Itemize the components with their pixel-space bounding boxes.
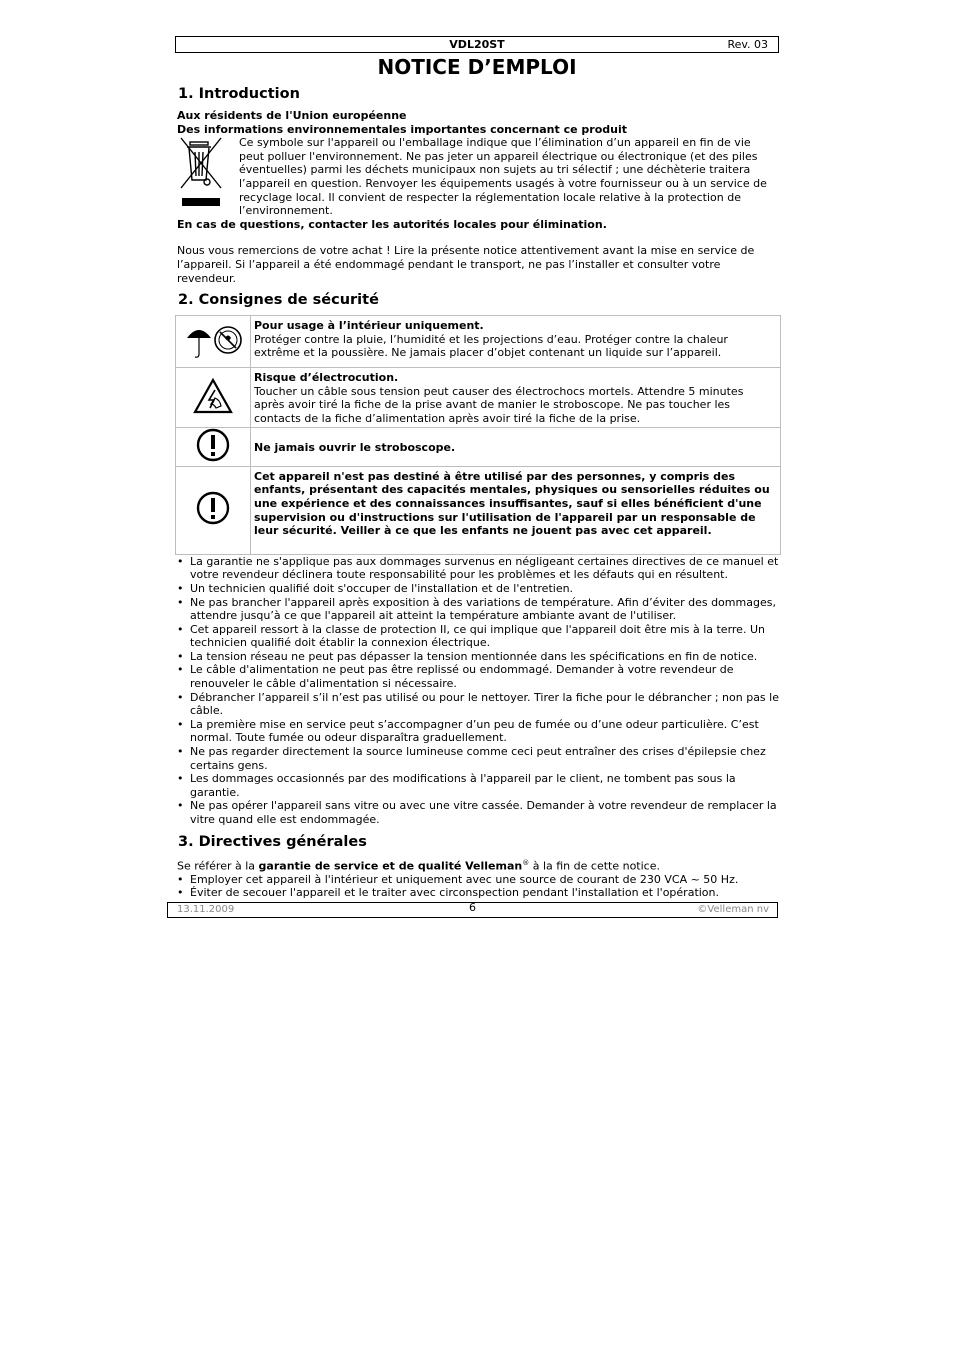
- list-item: • Débrancher l’appareil s’il n’est pas utilisé ou pour le nettoyer. Tirer la fiche pour le débrancher ; non pas le câble.: [190, 691, 779, 718]
- safety-text-cell: [251, 316, 781, 368]
- revision: Rev. 03: [727, 38, 768, 51]
- safety-text-cell: [251, 368, 781, 428]
- list-item: • Cet appareil ressort à la classe de protection II, ce qui implique que l'appareil doit être mis à la terre. Un technicien qualifié doit établir la connexion électrique.: [190, 623, 779, 650]
- weee-text: Ce symbole sur l'appareil ou l'emballage indique que l’élimination d’un appareil en fin de vie peut polluer l'environnement. Ne pas jeter un appareil électrique ou électronique (et des piles éventuelles) parmi les déchets municipaux non sujets au tri sélectif ; une déchèterie traitera l’appareil en question. Renvoyer les équipements usagés à votre fournisseur ou à un service de recyclage local. Il convient de respecter la réglementation locale relative à la protection de l’environnement.: [239, 136, 767, 218]
- exclamation-circle-icon: [176, 428, 251, 467]
- safety-title: Ne jamais ouvrir le stroboscope.: [254, 441, 456, 455]
- exclamation-circle-icon: [176, 466, 251, 554]
- list-item: • Le câble d'alimentation ne peut pas être replissé ou endommagé. Demander à votre revendeur de renouveler le câble d'alimentation si nécessaire.: [190, 663, 779, 690]
- list-item: • Un technicien qualifié doit s'occuper de l'installation et de l'entretien.: [190, 582, 779, 596]
- list-item: • La première mise en service peut s’accompagner d’un peu de fumée ou d’une odeur particulière. C’est normal. Toute fumée ou odeur disparaîtra graduellement.: [190, 718, 779, 745]
- page-footer: [167, 902, 778, 918]
- page-number: 6: [469, 901, 476, 914]
- general-bullet-list: [175, 873, 779, 900]
- document-title: NOTICE D’EMPLOI: [377, 55, 577, 79]
- contact-note: En cas de questions, contacter les autorités locales pour élimination.: [177, 217, 607, 231]
- safety-row: [176, 428, 781, 467]
- footer-date: 13.11.2009: [177, 904, 235, 915]
- list-item: • Ne pas opérer l'appareil sans vitre ou avec une vitre cassée. Demander à votre revendeur de remplacer la vitre quand elle est endommagée.: [190, 799, 779, 826]
- ref-bold: garantie de service et de qualité Velleman: [258, 859, 523, 873]
- page: [175, 36, 779, 900]
- ref-suffix: à la fin de cette notice.: [529, 859, 660, 873]
- warranty-reference: [177, 857, 779, 873]
- safety-text: Toucher un câble sous tension peut causer des électrochocs mortels. Attendre 5 minutes après avoir tiré la fiche de la prise avant de manier le stroboscope. Ne pas toucher les contacts de la fiche d’alimentation après avoir tiré la fiche de la prise.: [254, 384, 744, 425]
- safety-row: [176, 466, 781, 554]
- safety-title: Cet appareil n'est pas destiné à être utilisé par des personnes, y compris des enfants, présentant des capacités mentales, physiques ou sensorielles réduites ou une expérience et des connaissances insuffisantes, sauf si elles bénéficient d'une supervision ou d'instructions sur l'utilisation de l'appareil par un responsable de leur sécurité. Veiller à ce que les enfants ne jouent pas avec cet appareil.: [254, 469, 770, 538]
- section-heading-introduction: 1. Introduction: [178, 86, 300, 102]
- footer-copyright: ©Velleman nv: [697, 904, 769, 915]
- umbrella-no-water-icon: [176, 316, 251, 368]
- safety-text: Protéger contre la pluie, l’humidité et les projections d’eau. Protéger contre la chaleur extrême et la poussière. Ne jamais placer d’objet contenant un liquide sur l’appareil.: [254, 332, 728, 360]
- safety-table: [175, 315, 781, 555]
- model-number: VDL20ST: [449, 38, 505, 51]
- section-heading-general: 3. Directives générales: [178, 833, 367, 850]
- env-info-label: Des informations environnementales importantes concernant ce produit: [177, 122, 627, 136]
- list-item: • Ne pas brancher l'appareil après exposition à des variations de température. Afin d’éviter des dommages, attendre jusqu’à ce que l'appareil ait atteint la température ambiante avant de l'utiliser.: [190, 596, 779, 623]
- page-header: [175, 36, 779, 53]
- eu-residents-label: Aux résidents de l'Union européenne: [177, 109, 407, 122]
- list-item: • La garantie ne s'applique pas aux dommages survenus en négligeant certaines directives de ce manuel et votre revendeur déclinera toute responsabilité pour les problèmes et les défauts qui en résultent.: [190, 555, 779, 582]
- safety-title: Pour usage à l’intérieur uniquement.: [254, 319, 484, 333]
- registered-mark: ®: [522, 858, 530, 867]
- crossed-bin-icon: [177, 136, 239, 218]
- safety-text-cell: [251, 466, 781, 554]
- list-item: • Ne pas regarder directement la source lumineuse comme ceci peut entraîner des crises d'épilepsie chez certains gens.: [190, 745, 779, 772]
- safety-row: [176, 368, 781, 428]
- list-item: • La tension réseau ne peut pas dépasser la tension mentionnée dans les spécifications en fin de notice.: [190, 650, 779, 664]
- ref-prefix: Se référer à la: [177, 859, 259, 873]
- list-item: • Éviter de secouer l'appareil et le traiter avec circonspection pendant l'installation et l'opération.: [190, 886, 779, 900]
- thanks-paragraph: Nous vous remercions de votre achat ! Lire la présente notice attentivement avant la mise en service de l’appareil. Si l’appareil a été endommagé pendant le transport, ne pas l’installer et consulter votre revendeur.: [177, 244, 755, 285]
- safety-row: [176, 316, 781, 368]
- weee-block: [177, 136, 779, 218]
- safety-title: Risque d’électrocution.: [254, 371, 399, 385]
- electric-shock-warning-icon: [176, 368, 251, 428]
- safety-text-cell: [251, 428, 781, 467]
- list-item: • Les dommages occasionnés par des modifications à l'appareil par le client, ne tombent pas sous la garantie.: [190, 772, 779, 799]
- list-item: • Employer cet appareil à l'intérieur et uniquement avec une source de courant de 230 VCA ~ 50 Hz.: [190, 873, 779, 887]
- section-heading-safety: 2. Consignes de sécurité: [178, 292, 379, 309]
- safety-bullet-list: [175, 555, 779, 827]
